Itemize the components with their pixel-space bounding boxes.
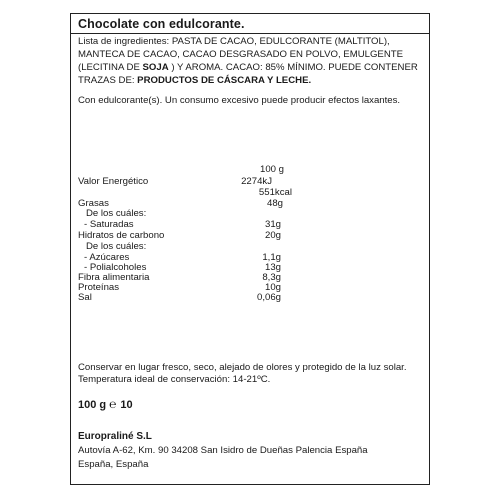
ingredients-line-3-pre: (LECITINA DE <box>78 62 143 73</box>
ingredients-line-3-post: ) Y AROMA. CACAO: 85% MÍNIMO. PUEDE CONTENER <box>168 62 418 73</box>
nutrition-value-energy-kcal: 551kcal <box>258 187 292 198</box>
nutrition-label-energy: Valor Energético <box>78 176 149 187</box>
nutrition-label-polyols: - Polialcoholes <box>84 262 147 273</box>
nutrition-value-fat: 48g <box>266 198 283 209</box>
ingredients-list <box>78 35 426 87</box>
nutrition-label-of-which-2: De los cuáles: <box>86 241 147 252</box>
nutrition-value-polyols: 13g <box>264 262 281 273</box>
company-address: Autovía A-62, Km. 90 34208 San Isidro de Dueñas Palencia España <box>78 445 368 456</box>
nutrition-label-saturated: - Saturadas <box>84 219 134 230</box>
company-info <box>78 430 368 472</box>
nutrition-label-protein: Proteínas <box>78 282 120 293</box>
company-name: Europraliné S.L <box>78 431 152 442</box>
ingredients-line-1: Lista de ingredientes: PASTA DE CACAO, EDULCORANTE (MALTITOL), <box>78 36 390 47</box>
nutrition-label-fat: Grasas <box>78 198 109 209</box>
nutrition-value-sugars: 1,1g <box>262 252 281 263</box>
ingredients-line-3 <box>78 61 426 74</box>
company-country: España, España <box>78 459 149 470</box>
title-divider <box>70 33 430 34</box>
estimated-sign-icon: ℮ <box>109 397 117 411</box>
product-title: Chocolate con edulcorante. <box>78 17 245 31</box>
nutrition-value-fibre: 8,3g <box>262 272 281 283</box>
nutrition-value-energy-kj: 2274kJ <box>241 176 272 187</box>
ingredients-line-2: MANTECA DE CACAO, CACAO DESGRASADO EN POLVO, EMULGENTE <box>78 49 404 60</box>
nutrition-label-sugars: - Azúcares <box>84 252 130 263</box>
storage-line-1: Conservar en lugar fresco, seco, alejado de olores y protegido de la luz solar. <box>78 362 407 373</box>
net-weight-units: 10 <box>120 399 133 411</box>
nutrition-label-carbohydrates: Hidratos de carbono <box>78 230 165 241</box>
nutrition-column-header: 100 g <box>259 164 284 175</box>
storage-instructions <box>78 362 407 386</box>
nutrition-value-carbohydrates: 20g <box>264 230 281 241</box>
allergen-soja: SOJA <box>142 62 169 73</box>
nutrition-value-salt: 0,06g <box>256 292 281 303</box>
ingredients-line-4 <box>78 74 426 87</box>
ingredients-line-4-pre: TRAZAS DE: <box>78 75 138 86</box>
nutrition-value-saturated: 31g <box>264 219 281 230</box>
net-weight-amount: 100 g <box>78 399 107 411</box>
nutrition-value-protein: 10g <box>264 282 281 293</box>
nutrition-label-fibre: Fibra alimentaria <box>78 272 150 283</box>
allergen-traces: PRODUCTOS DE CÁSCARA Y LECHE. <box>137 75 312 86</box>
nutrition-label-salt: Sal <box>78 292 92 303</box>
storage-line-2: Temperatura ideal de conservación: 14-21ºC. <box>78 374 271 385</box>
nutrition-label-of-which-1: De los cuáles: <box>86 208 147 219</box>
net-weight <box>78 397 133 411</box>
sweetener-warning: Con edulcorante(s). Un consumo excesivo puede producir efectos laxantes. <box>78 95 401 106</box>
